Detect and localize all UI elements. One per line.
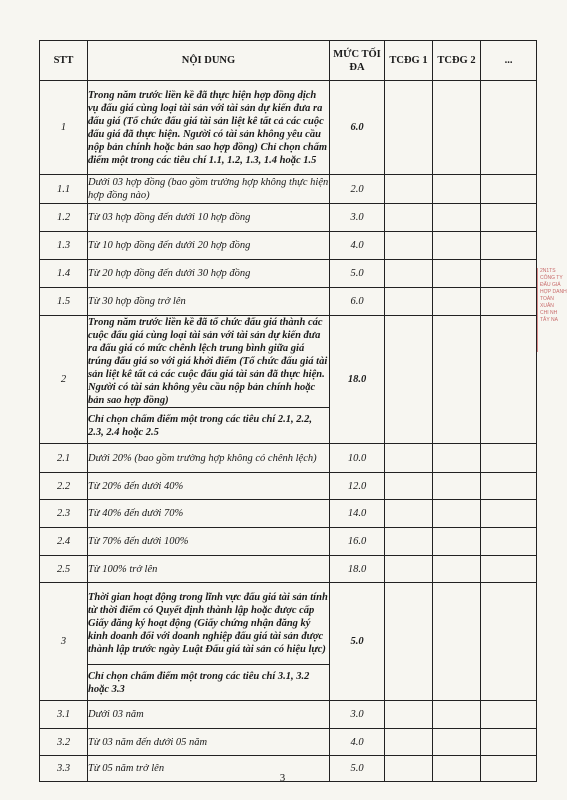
- row-max-score: 18.0: [330, 316, 385, 444]
- row-content: Từ 10 hợp đồng đến dưới 20 hợp đồng: [88, 232, 330, 260]
- row-content: Từ 20 hợp đồng đến dưới 30 hợp đồng: [88, 260, 330, 288]
- score-cell-tcdg2[interactable]: [433, 175, 481, 204]
- score-cell-more[interactable]: [481, 232, 537, 260]
- row-subnote: Chỉ chọn chấm điểm một trong các tiêu chí 2.1, 2.2, 2.3, 2.4 hoặc 2.5: [88, 408, 330, 444]
- row-max-score: 3.0: [330, 204, 385, 232]
- score-cell-tcdg2[interactable]: [433, 232, 481, 260]
- stamp-line: TOÀN: [540, 296, 554, 302]
- table-row: [40, 444, 537, 473]
- score-cell-more[interactable]: [481, 260, 537, 288]
- score-cell-tcdg1[interactable]: [385, 175, 433, 204]
- score-cell-more[interactable]: [481, 444, 537, 473]
- row-content: Dưới 20% (bao gồm trường hợp không có chênh lệch): [88, 444, 330, 473]
- score-cell-tcdg1[interactable]: [385, 583, 433, 701]
- score-cell-tcdg2[interactable]: [433, 583, 481, 701]
- row-stt: 3.2: [40, 729, 88, 756]
- row-content: Trong năm trước liền kề đã tổ chức đấu giá thành các cuộc đấu giá cùng loại tài sản với tài sản dự kiến đưa ra đấu giá có mức chênh lệch trung bình giữa giá trúng đấu giá so với giá khởi điểm (Tổ chức đấu giá tài sản liệt kê tất cả các cuộc đấu giá tài sản đã thực hiện. Người có tài sản không yêu cầu nộp bản chính hoặc bản sao hợp đồng): [88, 316, 330, 408]
- stamp-line: HỢP DANH: [540, 289, 567, 295]
- row-max-score: 12.0: [330, 473, 385, 500]
- criteria-table: [39, 40, 537, 782]
- row-max-score: 16.0: [330, 528, 385, 556]
- row-stt: 3: [40, 583, 88, 701]
- table-row: [40, 473, 537, 500]
- table-row: [40, 701, 537, 729]
- row-stt: 1.3: [40, 232, 88, 260]
- row-stt: 1: [40, 81, 88, 175]
- score-cell-tcdg1[interactable]: [385, 556, 433, 583]
- score-cell-tcdg1[interactable]: [385, 288, 433, 316]
- row-max-score: 6.0: [330, 288, 385, 316]
- header-muc-toi-da: MỨC TỐI ĐA: [330, 41, 385, 81]
- score-cell-tcdg1[interactable]: [385, 81, 433, 175]
- header-noi-dung: NỘI DUNG: [88, 41, 330, 81]
- row-stt: 1.1: [40, 175, 88, 204]
- table-row: [40, 556, 537, 583]
- row-stt: 3.3: [40, 756, 88, 782]
- row-max-score: 6.0: [330, 81, 385, 175]
- row-max-score: 4.0: [330, 729, 385, 756]
- score-cell-tcdg1[interactable]: [385, 473, 433, 500]
- score-cell-tcdg2[interactable]: [433, 556, 481, 583]
- table-row: [40, 729, 537, 756]
- score-cell-more[interactable]: [481, 500, 537, 528]
- row-stt: 3.1: [40, 701, 88, 729]
- score-cell-tcdg2[interactable]: [433, 260, 481, 288]
- row-content: Từ 20% đến dưới 40%: [88, 473, 330, 500]
- score-cell-tcdg2[interactable]: [433, 204, 481, 232]
- score-cell-tcdg1[interactable]: [385, 260, 433, 288]
- score-cell-tcdg1[interactable]: [385, 444, 433, 473]
- score-cell-tcdg2[interactable]: [433, 288, 481, 316]
- score-cell-more[interactable]: [481, 583, 537, 701]
- stamp-line: 2N1TS: [540, 268, 556, 274]
- score-cell-more[interactable]: [481, 175, 537, 204]
- row-content: Từ 03 hợp đồng đến dưới 10 hợp đồng: [88, 204, 330, 232]
- score-cell-tcdg1[interactable]: [385, 701, 433, 729]
- score-cell-more[interactable]: [481, 316, 537, 444]
- row-stt: 2.4: [40, 528, 88, 556]
- score-cell-tcdg2[interactable]: [433, 81, 481, 175]
- row-content: Từ 40% đến dưới 70%: [88, 500, 330, 528]
- score-cell-tcdg1[interactable]: [385, 204, 433, 232]
- seal-stamp-fragment: [537, 268, 567, 352]
- row-max-score: 5.0: [330, 583, 385, 701]
- score-cell-tcdg2[interactable]: [433, 316, 481, 444]
- row-content: Trong năm trước liền kề đã thực hiện hợp đồng dịch vụ đấu giá cùng loại tài sản với tài sản dự kiến đưa ra đấu giá (Tổ chức đấu giá tài sản liệt kê tất cả các cuộc đấu giá đã thực hiện. Người có tài sản không yêu cầu nộp bản chính hoặc bản sao hợp đồng) Chỉ chọn chấm điểm một trong các tiêu chí 1.1, 1.2, 1.3, 1.4 hoặc 1.5: [88, 81, 330, 175]
- score-cell-tcdg1[interactable]: [385, 316, 433, 444]
- row-content: Thời gian hoạt động trong lĩnh vực đấu giá tài sản tính từ thời điểm có Quyết định thành lập hoặc được cấp Giấy đăng ký hoạt động (Giấy chứng nhận đăng ký kinh doanh đối với doanh nghiệp đấu giá tài sản được thành lập trước ngày Luật Đấu giá tài sản có hiệu lực): [88, 583, 330, 665]
- row-stt: 2.2: [40, 473, 88, 500]
- table-row: [40, 232, 537, 260]
- stamp-line: CÔNG TY: [540, 275, 563, 281]
- score-cell-tcdg1[interactable]: [385, 729, 433, 756]
- score-cell-more[interactable]: [481, 288, 537, 316]
- row-content: Từ 70% đến dưới 100%: [88, 528, 330, 556]
- score-cell-more[interactable]: [481, 473, 537, 500]
- table-row: [40, 260, 537, 288]
- score-cell-tcdg2[interactable]: [433, 473, 481, 500]
- row-max-score: 3.0: [330, 701, 385, 729]
- row-content: Từ 05 năm trở lên: [88, 756, 330, 782]
- row-max-score: 10.0: [330, 444, 385, 473]
- score-cell-tcdg1[interactable]: [385, 500, 433, 528]
- score-cell-more[interactable]: [481, 204, 537, 232]
- table-row: [40, 528, 537, 556]
- row-max-score: 5.0: [330, 260, 385, 288]
- score-cell-tcdg2[interactable]: [433, 701, 481, 729]
- score-cell-more[interactable]: [481, 729, 537, 756]
- stamp-line: TÂY NA: [540, 317, 558, 323]
- row-content: Dưới 03 năm: [88, 701, 330, 729]
- table-row: [40, 583, 537, 665]
- row-stt: 2: [40, 316, 88, 444]
- stamp-line: CHI NH: [540, 310, 558, 316]
- row-content: Từ 100% trở lên: [88, 556, 330, 583]
- row-content: Từ 30 hợp đồng trở lên: [88, 288, 330, 316]
- score-cell-tcdg1[interactable]: [385, 528, 433, 556]
- row-stt: 1.4: [40, 260, 88, 288]
- score-cell-tcdg2[interactable]: [433, 500, 481, 528]
- score-cell-more[interactable]: [481, 528, 537, 556]
- row-stt: 2.5: [40, 556, 88, 583]
- stamp-line: XUÂN: [540, 303, 554, 309]
- score-cell-tcdg1[interactable]: [385, 232, 433, 260]
- header-row: [40, 41, 537, 81]
- score-cell-more[interactable]: [481, 701, 537, 729]
- page-number: 3: [279, 772, 286, 784]
- row-max-score: 4.0: [330, 232, 385, 260]
- score-cell-tcdg2[interactable]: [433, 444, 481, 473]
- row-max-score: 2.0: [330, 175, 385, 204]
- row-max-score: 18.0: [330, 556, 385, 583]
- row-content: Từ 03 năm đến dưới 05 năm: [88, 729, 330, 756]
- row-content: Dưới 03 hợp đồng (bao gồm trường hợp không thực hiện hợp đồng nào): [88, 175, 330, 204]
- header-more: ...: [481, 41, 537, 81]
- stamp-line: ĐẤU GIÁ: [540, 282, 561, 288]
- row-stt: 1.5: [40, 288, 88, 316]
- score-cell-more[interactable]: [481, 81, 537, 175]
- table-row: [40, 204, 537, 232]
- row-stt: 1.2: [40, 204, 88, 232]
- table-row: [40, 175, 537, 204]
- table-row: [40, 81, 537, 175]
- header-tcdg1: TCĐG 1: [385, 41, 433, 81]
- row-subnote: Chỉ chọn chấm điểm một trong các tiêu chí 3.1, 3.2 hoặc 3.3: [88, 665, 330, 701]
- score-cell-tcdg2[interactable]: [433, 528, 481, 556]
- row-stt: 2.3: [40, 500, 88, 528]
- header-tcdg2: TCĐG 2: [433, 41, 481, 81]
- score-cell-more[interactable]: [481, 556, 537, 583]
- table-row: [40, 500, 537, 528]
- header-stt: STT: [40, 41, 88, 81]
- table-row: [40, 288, 537, 316]
- row-max-score: 14.0: [330, 500, 385, 528]
- row-stt: 2.1: [40, 444, 88, 473]
- table-row: [40, 316, 537, 408]
- score-cell-tcdg2[interactable]: [433, 729, 481, 756]
- row-max-score: 5.0: [330, 756, 385, 782]
